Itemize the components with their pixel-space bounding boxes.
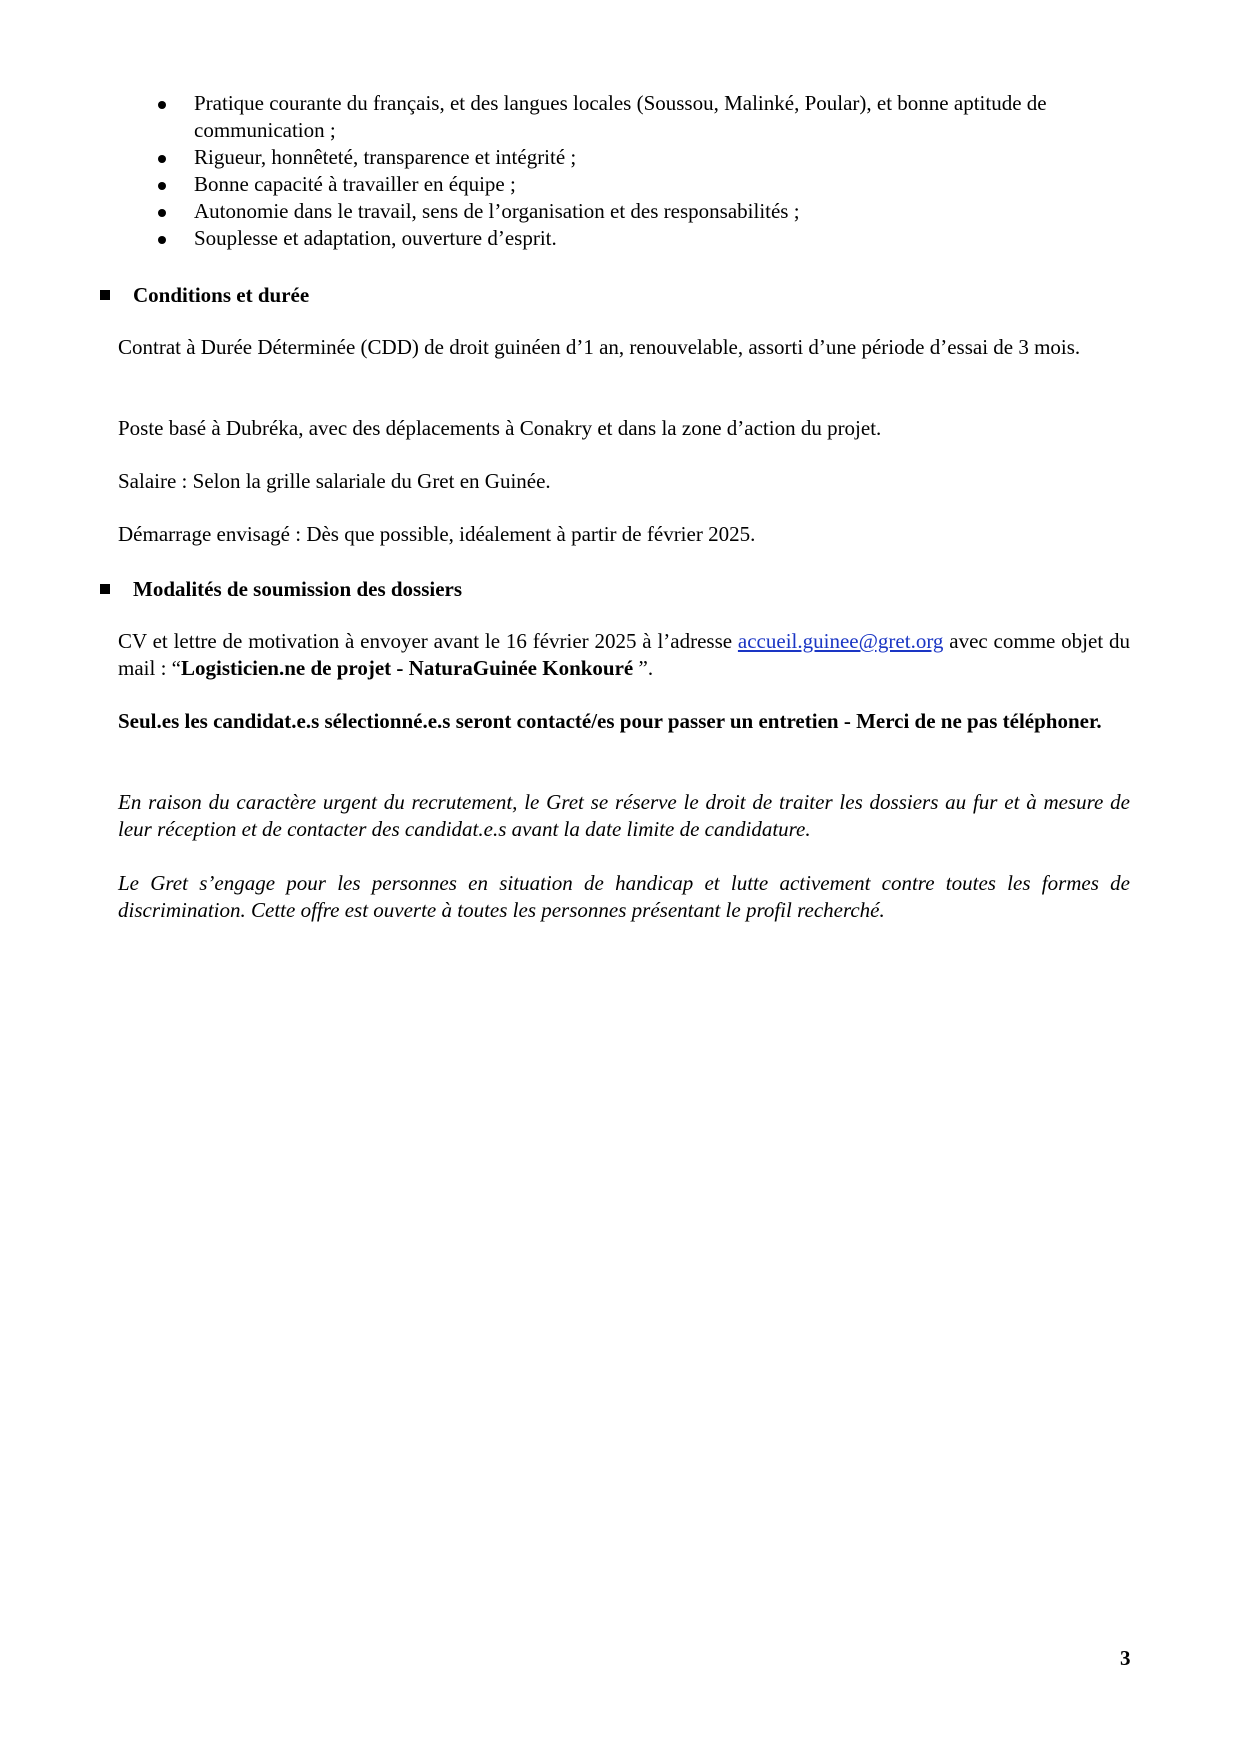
- list-item: Bonne capacité à travailler en équipe ;: [118, 171, 1130, 198]
- location-paragraph: Poste basé à Dubréka, avec des déplacements à Conakry et dans la zone d’action du projet.: [118, 416, 882, 440]
- urgency-note: En raison du caractère urgent du recrutement, le Gret se réserve le droit de traiter les dossiers au fur et à mesure de leur réception et de contacter des candidat.e.s avant la date limite de candidature.: [118, 790, 1130, 841]
- bullet-icon: [158, 101, 166, 109]
- list-item: Rigueur, honnêteté, transparence et intégrité ;: [118, 144, 1130, 171]
- mail-subject: Logisticien.ne de projet - NaturaGuinée Konkouré: [180, 656, 634, 680]
- selection-notice: Seul.es les candidat.e.s sélectionné.e.s seront contacté/es pour passer un entretien - Merci de ne pas téléphoner.: [118, 709, 1102, 733]
- list-item: Souplesse et adaptation, ouverture d’esprit.: [118, 225, 1130, 252]
- list-item: Pratique courante du français, et des langues locales (Soussou, Malinké, Poular), et bonne aptitude de communication ;: [118, 90, 1130, 144]
- bullet-icon: [158, 236, 166, 244]
- square-bullet-icon: [100, 290, 110, 300]
- list-item: Autonomie dans le travail, sens de l’organisation et des responsabilités ;: [118, 198, 1130, 225]
- skills-list: [118, 90, 1130, 252]
- square-bullet-icon: [100, 584, 110, 594]
- submission-paragraph: CV et lettre de motivation à envoyer avant le 16 février 2025 à l’adresse accueil.guinee@gret.org avec comme objet du mail : “Logisticien.ne de projet - NaturaGuinée Konkouré ”.: [118, 629, 1130, 680]
- document-page: Pratique courante du français, et des langues locales (Soussou, Malinké, Poular), et bonne aptitude de communication ; Rigueur, honnêteté, transparence et intégrité ; Bonne capacité à travailler en équipe ; Autonomie dans le travail, sens de l’organisation et des responsabilités ; Souplesse et adaptation, ouverture d’esprit. Conditions et durée Contrat à Durée Déterminée (CDD) de droit guinéen d’1 an, renouvelable, assorti d’une période d’essai de 3 mois. Poste basé à Dubréka, avec des déplacements à Conakry et dans la zone d’action du projet. Salaire : Selon la grille salariale du Gret en Guinée. Démarrage envisagé : Dès que possible, idéalement à partir de février 2025. Modalités de soumission des dossiers CV et lettre de motivation à envoyer avant le 16 février 2025 à l’adresse accueil.guinee@gret.org avec comme objet du mail : “Logisticien.ne de projet - NaturaGuinée Konkouré ”. Seul.es les candidat.e.s sélectionné.e.s seront contacté/es pour passer un entretien - Merci de ne pas téléphoner. En raison du caractère urgent du recrutement, le Gret se réserve le droit de traiter les dossiers au fur et à mesure de leur réception et de contacter des candidat.e.s avant la date limite de candidature. Le Gret s’engage pour les personnes en situation de handicap et lutte activement contre toutes les formes de discrimination. Cette offre est ouverte à toutes les personnes présentant le profil recherché. 3: [0, 0, 1241, 1755]
- email-link[interactable]: accueil.guinee@gret.org: [737, 629, 944, 653]
- salary-paragraph: Salaire : Selon la grille salariale du Gret en Guinée.: [118, 469, 551, 493]
- inclusion-statement: Le Gret s’engage pour les personnes en situation de handicap et lutte activement contre toutes les formes de discrimination. Cette offre est ouverte à toutes les personnes présentant le profil recherché.: [118, 871, 1130, 922]
- page-number: 3: [1120, 1646, 1131, 1670]
- bullet-icon: [158, 182, 166, 190]
- bullet-icon: [158, 155, 166, 163]
- bullet-icon: [158, 209, 166, 217]
- contract-paragraph: Contrat à Durée Déterminée (CDD) de droit guinéen d’1 an, renouvelable, assorti d’une période d’essai de 3 mois.: [118, 335, 1081, 359]
- start-date-paragraph: Démarrage envisagé : Dès que possible, idéalement à partir de février 2025.: [118, 522, 756, 546]
